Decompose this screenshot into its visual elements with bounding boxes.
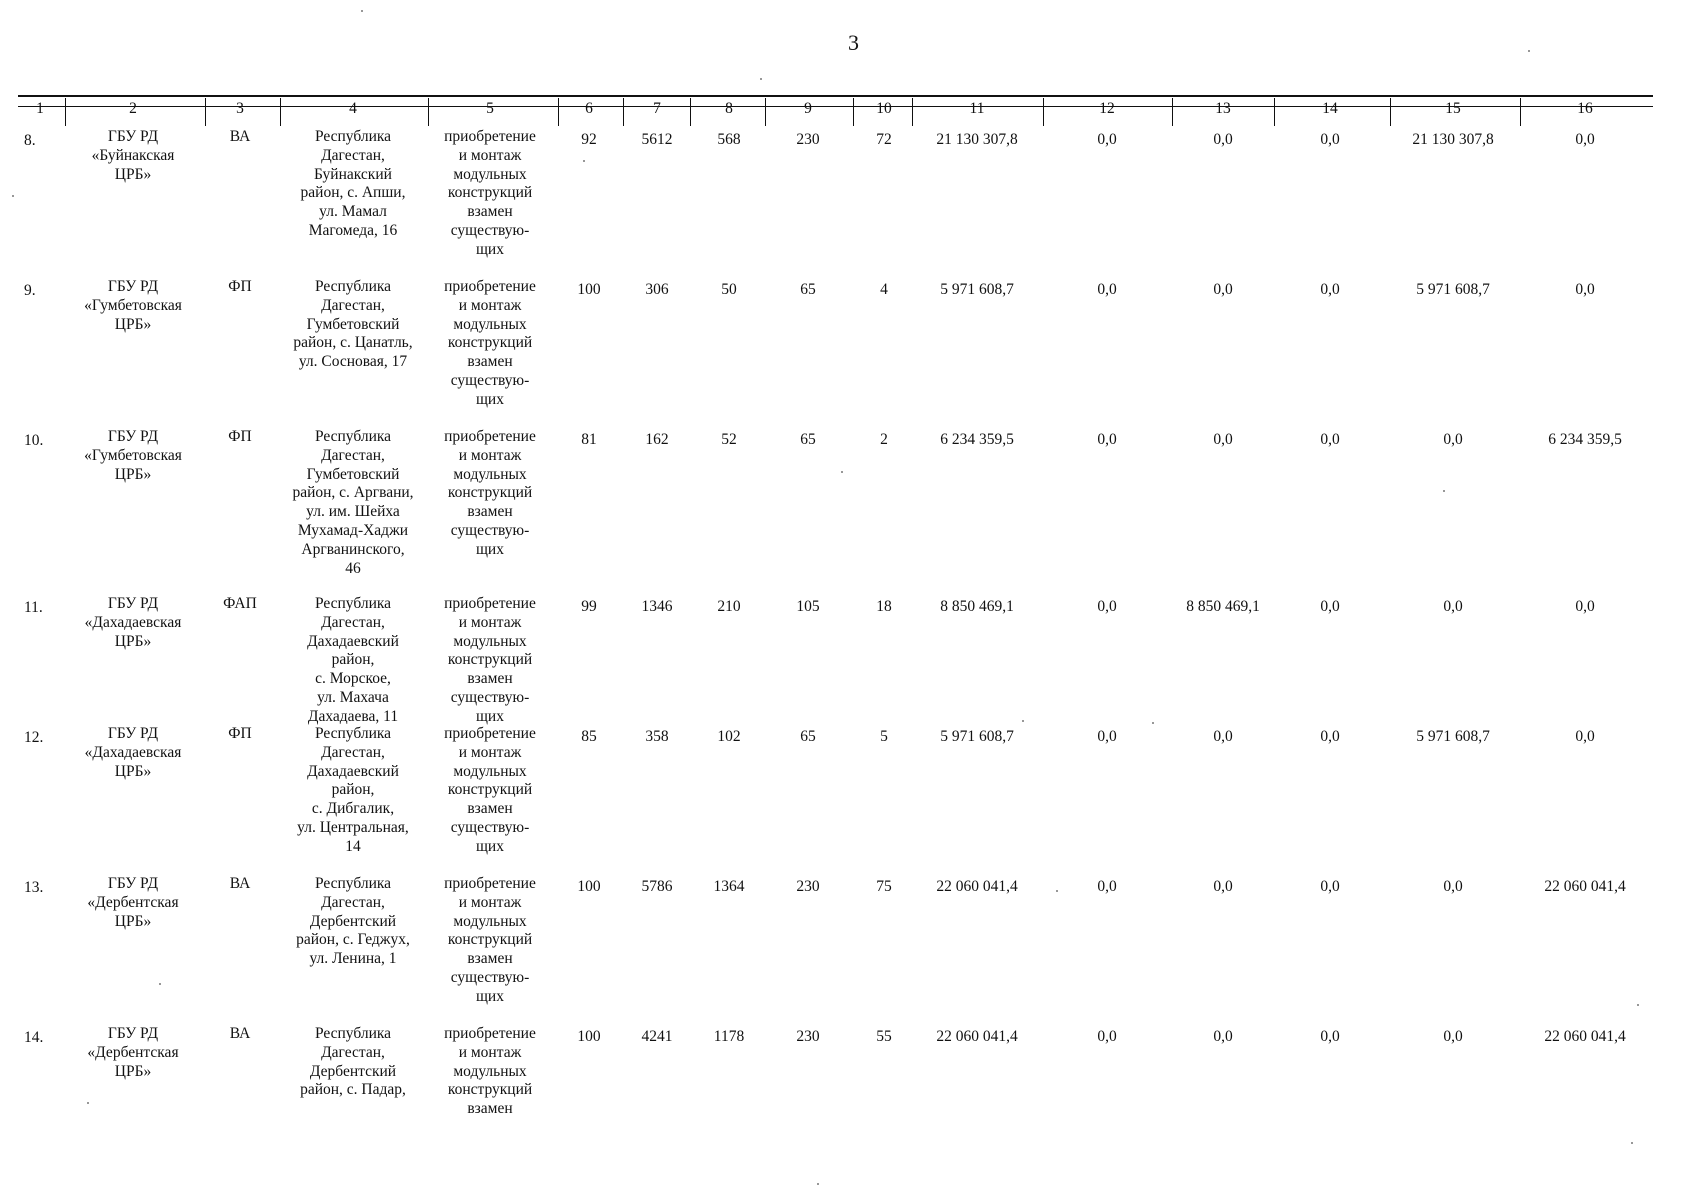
work-description: существую- (450, 222, 530, 239)
value-col-9: 230 (796, 878, 820, 895)
header-col-1: 1 (36, 100, 44, 117)
row-number: 13. (24, 879, 44, 896)
value-col-10: 2 (880, 431, 888, 448)
scan-speck (817, 1183, 819, 1185)
work-description: существую- (450, 522, 530, 539)
value-col-15: 0,0 (1443, 598, 1463, 615)
header-col-11: 11 (969, 100, 985, 117)
header-col-separator (205, 98, 206, 126)
value-col-8: 1178 (713, 1028, 745, 1045)
work-description: и монтаж (458, 743, 522, 761)
address: ул. Ленина, 1 (309, 950, 397, 968)
address: район, с. Аргвани, (292, 484, 414, 502)
header-col-4: 4 (349, 100, 357, 117)
value-col-16: 6 234 359,5 (1548, 431, 1622, 448)
work-description: приобретение (444, 725, 536, 742)
address: с. Морское, (315, 670, 391, 688)
value-col-12: 0,0 (1097, 281, 1117, 298)
work-description: модульных (453, 632, 527, 650)
value-col-8: 1364 (713, 878, 745, 895)
value-col-7: 1346 (641, 598, 673, 615)
scan-speck (1528, 50, 1530, 52)
page-number: 3 (848, 30, 859, 55)
value-col-15: 0,0 (1443, 1028, 1463, 1045)
facility-type: ВА (229, 875, 251, 892)
organization-name: «Дербентская (87, 893, 179, 911)
work-description: щих (476, 707, 504, 725)
value-col-14: 0,0 (1320, 1028, 1340, 1045)
address: Дагестан, (321, 446, 385, 464)
value-col-16: 0,0 (1575, 131, 1595, 148)
value-col-16: 0,0 (1575, 598, 1595, 615)
scan-speck (12, 195, 14, 197)
work-description: щих (476, 837, 504, 855)
value-col-12: 0,0 (1097, 1028, 1117, 1045)
value-col-11: 6 234 359,5 (940, 431, 1014, 448)
header-col-3: 3 (236, 100, 244, 117)
address: Гумбетовский (306, 465, 400, 483)
organization-name: «Дербентская (87, 1043, 179, 1061)
work-description: приобретение (444, 128, 536, 145)
work-description: щих (476, 987, 504, 1005)
value-col-6: 99 (581, 598, 597, 615)
work-description: и монтаж (458, 446, 522, 464)
work-description: и монтаж (458, 893, 522, 911)
value-col-16: 22 060 041,4 (1544, 878, 1626, 895)
address: Мухамад-Хаджи (297, 522, 409, 539)
header-col-separator (765, 98, 766, 126)
scan-speck (1443, 490, 1445, 492)
value-col-6: 92 (581, 131, 597, 148)
value-col-13: 0,0 (1213, 431, 1233, 448)
value-col-7: 5612 (641, 131, 673, 148)
organization-name: «Буйнакская (91, 146, 175, 164)
work-description: приобретение (444, 1025, 536, 1042)
scan-speck (1631, 1142, 1633, 1144)
work-description: существую- (450, 969, 530, 986)
work-description: щих (476, 240, 504, 258)
header-col-separator (690, 98, 691, 126)
work-description: взамен (467, 950, 513, 968)
value-col-11: 8 850 469,1 (940, 598, 1014, 615)
facility-type: ФАП (223, 595, 257, 612)
work-description: щих (476, 390, 504, 408)
header-col-6: 6 (585, 100, 593, 117)
address: район, (331, 781, 375, 799)
work-description: модульных (453, 1062, 527, 1080)
address: Республика (314, 278, 392, 295)
work-description: взамен (467, 670, 513, 688)
work-description: модульных (453, 165, 527, 183)
value-col-9: 65 (800, 728, 816, 745)
value-col-8: 568 (717, 131, 741, 148)
work-description: приобретение (444, 595, 536, 612)
header-col-15: 15 (1445, 100, 1461, 117)
address: Дагестан, (321, 1043, 385, 1061)
address: Дагестан, (321, 743, 385, 761)
value-col-6: 100 (577, 1028, 601, 1045)
organization-name: ЦРБ» (114, 165, 152, 183)
value-col-10: 75 (876, 878, 892, 895)
facility-type: ВА (229, 1025, 251, 1042)
value-col-11: 22 060 041,4 (936, 1028, 1018, 1045)
address: район, (331, 651, 375, 669)
row-number: 12. (24, 729, 44, 746)
header-col-separator (65, 98, 66, 126)
work-description: конструкций (447, 931, 533, 949)
value-col-9: 230 (796, 1028, 820, 1045)
address: ул. Сосновая, 17 (298, 353, 408, 371)
work-description: конструкций (447, 1081, 533, 1099)
value-col-12: 0,0 (1097, 598, 1117, 615)
value-col-13: 0,0 (1213, 728, 1233, 745)
scan-speck (361, 10, 363, 12)
value-col-15: 5 971 608,7 (1416, 281, 1490, 298)
work-description: существую- (450, 689, 530, 706)
address: 46 (345, 559, 361, 577)
value-col-10: 72 (876, 131, 892, 148)
value-col-16: 0,0 (1575, 728, 1595, 745)
work-description: взамен (467, 203, 513, 221)
value-col-15: 0,0 (1443, 878, 1463, 895)
work-description: конструкций (447, 484, 533, 502)
address: район, с. Падар, (300, 1081, 406, 1099)
value-col-10: 5 (880, 728, 888, 745)
value-col-8: 210 (717, 598, 741, 615)
scan-speck (1022, 720, 1024, 722)
organization-name: ЦРБ» (114, 315, 152, 333)
header-col-2: 2 (129, 100, 137, 117)
work-description: модульных (453, 315, 527, 333)
value-col-7: 358 (645, 728, 669, 745)
work-description: конструкций (447, 334, 533, 352)
organization-name: ЦРБ» (114, 912, 152, 930)
header-col-10: 10 (876, 100, 892, 117)
work-description: модульных (453, 912, 527, 930)
value-col-11: 21 130 307,8 (936, 131, 1018, 148)
organization-name: «Дахадаевская (84, 613, 182, 631)
address: Дербентский (309, 912, 397, 930)
header-col-separator (1520, 98, 1521, 126)
address: Дагестан, (321, 296, 385, 314)
organization-name: «Гумбетовская (84, 296, 182, 314)
value-col-12: 0,0 (1097, 431, 1117, 448)
header-col-7: 7 (653, 100, 661, 117)
value-col-15: 21 130 307,8 (1412, 131, 1494, 148)
header-col-16: 16 (1577, 100, 1593, 117)
header-col-separator (1172, 98, 1173, 126)
value-col-14: 0,0 (1320, 431, 1340, 448)
value-col-15: 0,0 (1443, 431, 1463, 448)
address: ул. Центральная, (297, 819, 409, 836)
header-col-separator (853, 98, 854, 126)
header-col-14: 14 (1322, 100, 1338, 117)
work-description: взамен (467, 353, 513, 371)
address: Республика (314, 595, 392, 612)
organization-name: ЦРБ» (114, 762, 152, 780)
facility-type: ФП (228, 725, 252, 742)
value-col-9: 65 (800, 431, 816, 448)
value-col-7: 306 (645, 281, 669, 298)
work-description: и монтаж (458, 1043, 522, 1061)
value-col-15: 5 971 608,7 (1416, 728, 1490, 745)
value-col-13: 0,0 (1213, 131, 1233, 148)
value-col-14: 0,0 (1320, 598, 1340, 615)
organization-name: ГБУ РД (107, 875, 159, 892)
header-col-separator (1390, 98, 1391, 126)
work-description: приобретение (444, 428, 536, 445)
row-number: 14. (24, 1029, 44, 1046)
address: Дахадаевский (307, 632, 399, 650)
work-description: и монтаж (458, 146, 522, 164)
address: ул. Мамал (319, 203, 387, 221)
work-description: взамен (467, 1100, 513, 1118)
value-col-12: 0,0 (1097, 728, 1117, 745)
value-col-9: 105 (796, 598, 820, 615)
row-number: 11. (24, 599, 43, 616)
organization-name: «Дахадаевская (84, 743, 182, 761)
scan-speck (87, 1102, 89, 1104)
organization-name: ГБУ РД (107, 278, 159, 295)
work-description: конструкций (447, 781, 533, 799)
value-col-16: 22 060 041,4 (1544, 1028, 1626, 1045)
organization-name: ЦРБ» (114, 632, 152, 650)
value-col-14: 0,0 (1320, 281, 1340, 298)
work-description: модульных (453, 762, 527, 780)
row-number: 10. (24, 432, 44, 449)
value-col-13: 0,0 (1213, 281, 1233, 298)
scan-speck (841, 471, 843, 473)
work-description: взамен (467, 503, 513, 521)
work-description: существую- (450, 819, 530, 836)
value-col-11: 5 971 608,7 (940, 281, 1014, 298)
row-number: 8. (24, 132, 36, 149)
value-col-9: 65 (800, 281, 816, 298)
organization-name: ЦРБ» (114, 465, 152, 483)
header-col-separator (1043, 98, 1044, 126)
value-col-13: 0,0 (1213, 878, 1233, 895)
scan-speck (583, 160, 585, 162)
organization-name: ЦРБ» (114, 1062, 152, 1080)
address: Аргванинского, (301, 540, 405, 558)
scan-speck (159, 983, 161, 985)
header-bottom-rule (18, 106, 1653, 107)
address: ул. Махача (317, 689, 389, 706)
value-col-10: 4 (880, 281, 888, 298)
organization-name: ГБУ РД (107, 1025, 159, 1042)
address: район, с. Цанатль, (293, 334, 413, 352)
value-col-12: 0,0 (1097, 131, 1117, 148)
value-col-9: 230 (796, 131, 820, 148)
address: Дербентский (309, 1062, 397, 1080)
address: Республика (314, 128, 392, 145)
address: район, с. Апши, (300, 184, 406, 202)
row-number: 9. (24, 282, 36, 299)
value-col-12: 0,0 (1097, 878, 1117, 895)
scan-speck (1637, 1004, 1639, 1006)
value-col-8: 50 (721, 281, 737, 298)
address: с. Дибгалик, (311, 800, 395, 818)
address: Республика (314, 1025, 392, 1042)
value-col-7: 162 (645, 431, 669, 448)
value-col-16: 0,0 (1575, 281, 1595, 298)
scan-speck (1056, 890, 1058, 892)
address: Дагестан, (321, 146, 385, 164)
work-description: и монтаж (458, 613, 522, 631)
value-col-10: 55 (876, 1028, 892, 1045)
header-col-9: 9 (804, 100, 812, 117)
header-col-separator (912, 98, 913, 126)
value-col-11: 5 971 608,7 (940, 728, 1014, 745)
scan-speck (1152, 722, 1154, 724)
header-col-8: 8 (725, 100, 733, 117)
value-col-7: 4241 (641, 1028, 673, 1045)
address: район, с. Геджух, (296, 931, 410, 949)
value-col-14: 0,0 (1320, 131, 1340, 148)
value-col-6: 100 (577, 878, 601, 895)
header-col-12: 12 (1099, 100, 1115, 117)
address: 14 (345, 837, 361, 855)
organization-name: ГБУ РД (107, 128, 159, 145)
organization-name: ГБУ РД (107, 595, 159, 612)
address: Гумбетовский (306, 315, 400, 333)
header-col-separator (428, 98, 429, 126)
header-col-13: 13 (1215, 100, 1231, 117)
organization-name: ГБУ РД (107, 428, 159, 445)
address: ул. им. Шейха (306, 503, 400, 521)
address: Дагестан, (321, 613, 385, 631)
value-col-6: 100 (577, 281, 601, 298)
facility-type: ФП (228, 278, 252, 295)
table-top-rule (18, 95, 1653, 97)
facility-type: ВА (229, 128, 251, 145)
work-description: приобретение (444, 875, 536, 892)
value-col-13: 0,0 (1213, 1028, 1233, 1045)
address: Дагестан, (321, 893, 385, 911)
work-description: конструкций (447, 651, 533, 669)
value-col-7: 5786 (641, 878, 673, 895)
value-col-14: 0,0 (1320, 878, 1340, 895)
value-col-8: 52 (721, 431, 737, 448)
header-col-5: 5 (486, 100, 494, 117)
work-description: щих (476, 540, 504, 558)
value-col-6: 81 (581, 431, 597, 448)
header-col-separator (280, 98, 281, 126)
work-description: приобретение (444, 278, 536, 295)
organization-name: «Гумбетовская (84, 446, 182, 464)
facility-type: ФП (228, 428, 252, 445)
value-col-13: 8 850 469,1 (1186, 598, 1260, 615)
address: Буйнакский (314, 165, 392, 183)
work-description: конструкций (447, 184, 533, 202)
header-col-separator (623, 98, 624, 126)
address: Дахадаевский (307, 762, 399, 780)
work-description: модульных (453, 465, 527, 483)
work-description: существую- (450, 372, 530, 389)
address: Республика (314, 428, 392, 445)
value-col-14: 0,0 (1320, 728, 1340, 745)
value-col-6: 85 (581, 728, 597, 745)
work-description: и монтаж (458, 296, 522, 314)
address: Республика (314, 875, 392, 892)
value-col-8: 102 (717, 728, 741, 745)
scan-speck (760, 78, 762, 80)
value-col-11: 22 060 041,4 (936, 878, 1018, 895)
address: Дахадаева, 11 (307, 707, 399, 725)
address: Магомеда, 16 (308, 222, 398, 239)
value-col-10: 18 (876, 598, 892, 615)
work-description: взамен (467, 800, 513, 818)
header-col-separator (1274, 98, 1275, 126)
address: Республика (314, 725, 392, 742)
organization-name: ГБУ РД (107, 725, 159, 742)
header-col-separator (558, 98, 559, 126)
